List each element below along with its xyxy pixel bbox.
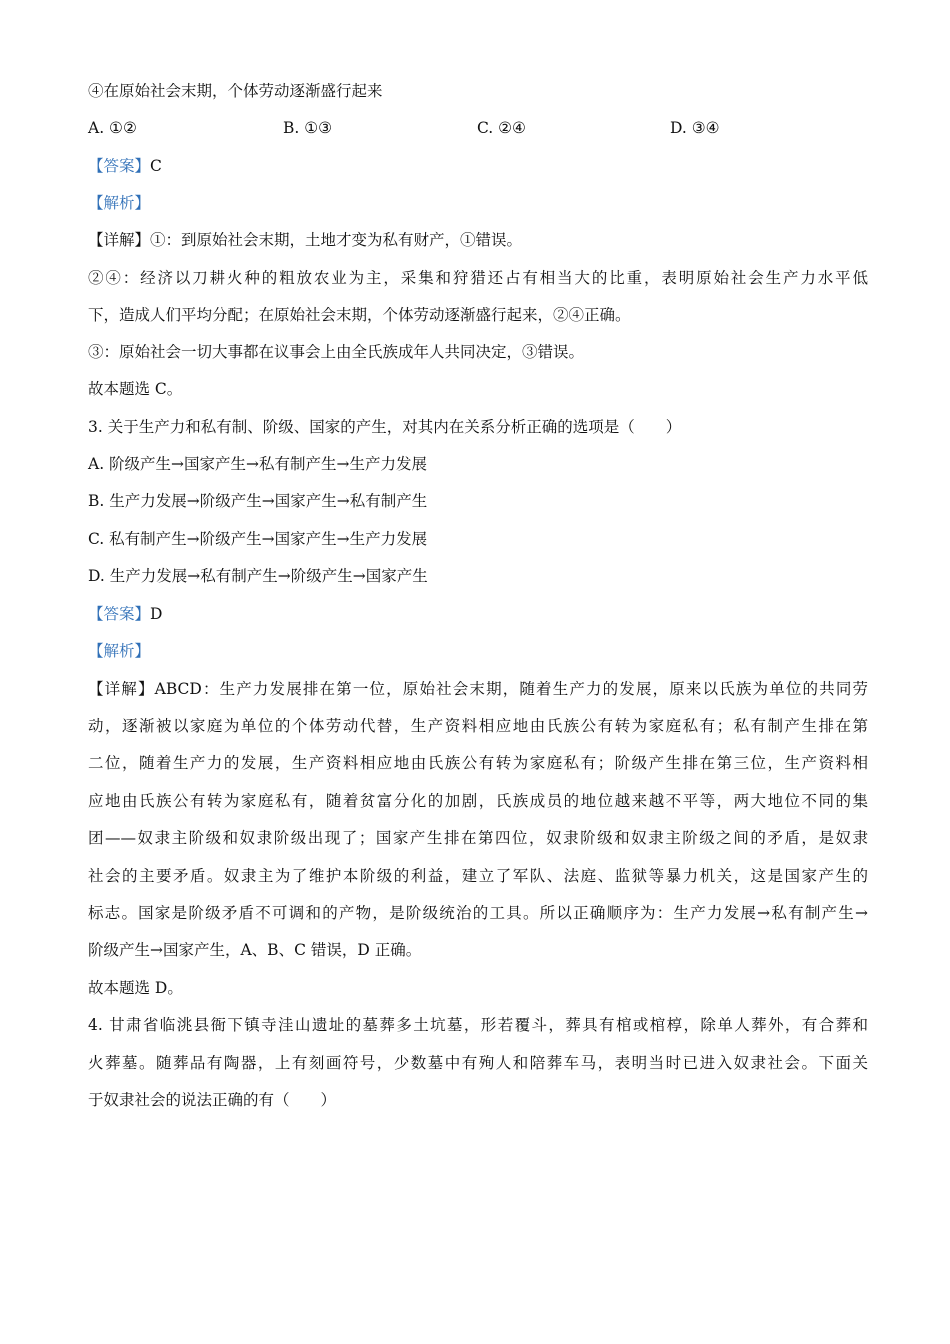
q3-detail-line-2: 动，逐渐被以家庭为单位的个体劳动代替，生产资料相应地由氏族公有转为家庭私有；私有制产生排在第 [88,717,868,735]
q4-stem-line-2: 火葬墓。随葬品有陶器，上有刻画符号，少数墓中有殉人和陪葬车马，表明当时已进入奴隶社会。下面关 [88,1054,868,1072]
answer-value: D [150,605,163,623]
q2-detail-line-4: ③：原始社会一切大事都在议事会上由全氏族成年人共同决定，③错误。 [88,343,585,361]
q4-stem-line-3: 于奴隶社会的说法正确的有（ ） [88,1091,337,1109]
q2-statement-4: ④在原始社会末期，个体劳动逐渐盛行起来 [88,82,383,100]
q3-conclusion: 故本题选 D。 [88,979,183,997]
q3-stem: 3. 关于生产力和私有制、阶级、国家的产生，对其内在关系分析正确的选项是（ ） [88,418,682,436]
q3-detail-line-3: 二位，随着生产力的发展，生产资料相应地由氏族公有转为家庭私有；阶级产生排在第三位，生产资料相 [88,754,868,772]
q2-answer [88,156,868,176]
q2-option-a: A. ①② [88,119,137,137]
q3-detail-line-1 [88,679,868,699]
detail-tag: 【详解】 [88,231,151,249]
q3-option-c: C. 私有制产生→阶级产生→国家产生→生产力发展 [88,530,428,548]
q4-stem-line-1: 4. 甘肃省临洮县衙下镇寺洼山遗址的墓葬多土坑墓，形若覆斗，葬具有棺或棺椁，除单人葬外，有合葬和 [88,1016,868,1034]
detail-tag: 【详解】 [88,680,155,698]
answer-tag: 【答案】 [88,605,151,623]
q2-conclusion: 故本题选 C。 [88,380,183,398]
q2-option-b: B. ①③ [283,119,333,137]
q3-detail-line-4: 应地由氏族公有转为家庭私有，随着贫富分化的加剧，氏族成员的地位越来越不平等，两大地位不同的集 [88,792,868,810]
q2-option-d: D. ③④ [670,119,720,137]
detail-text: ①：到原始社会末期，土地才变为私有财产，①错误。 [150,231,523,249]
q3-detail-line-7: 标志。国家是阶级矛盾不可调和的产物，是阶级统治的工具。所以正确顺序为：生产力发展→私有制产生→ [88,904,868,922]
q3-option-a: A. 阶级产生→国家产生→私有制产生→生产力发展 [88,455,428,473]
q2-analysis-tag: 【解析】 [88,194,151,212]
q3-analysis-tag: 【解析】 [88,642,151,660]
answer-tag: 【答案】 [88,157,151,175]
q3-option-d: D. 生产力发展→私有制产生→阶级产生→国家产生 [88,567,428,585]
q3-detail-line-5: 团——奴隶主阶级和奴隶阶级出现了；国家产生排在第四位，奴隶阶级和奴隶主阶级之间的矛盾，是奴隶 [88,829,868,847]
q2-option-c: C. ②④ [477,119,526,137]
q3-detail-line-8: 阶级产生→国家产生，A、B、C 错误，D 正确。 [88,941,422,959]
q2-detail-line-1 [88,230,868,250]
q2-detail-line-3: 下，造成人们平均分配；在原始社会末期，个体劳动逐渐盛行起来，②④正确。 [88,306,631,324]
q3-answer [88,604,868,624]
answer-value: C [150,157,162,175]
q2-detail-line-2: ②④：经济以刀耕火种的粗放农业为主，采集和狩猎还占有相当大的比重，表明原始社会生产力水平低 [88,269,868,287]
q3-detail-line-6: 社会的主要矛盾。奴隶主为了维护本阶级的利益，建立了军队、法庭、监狱等暴力机关，这是国家产生的 [88,867,868,885]
detail-text: ABCD：生产力发展排在第一位，原始社会末期，随着生产力的发展，原来以氏族为单位的共同劳 [154,680,868,698]
q3-option-b: B. 生产力发展→阶级产生→国家产生→私有制产生 [88,492,428,510]
